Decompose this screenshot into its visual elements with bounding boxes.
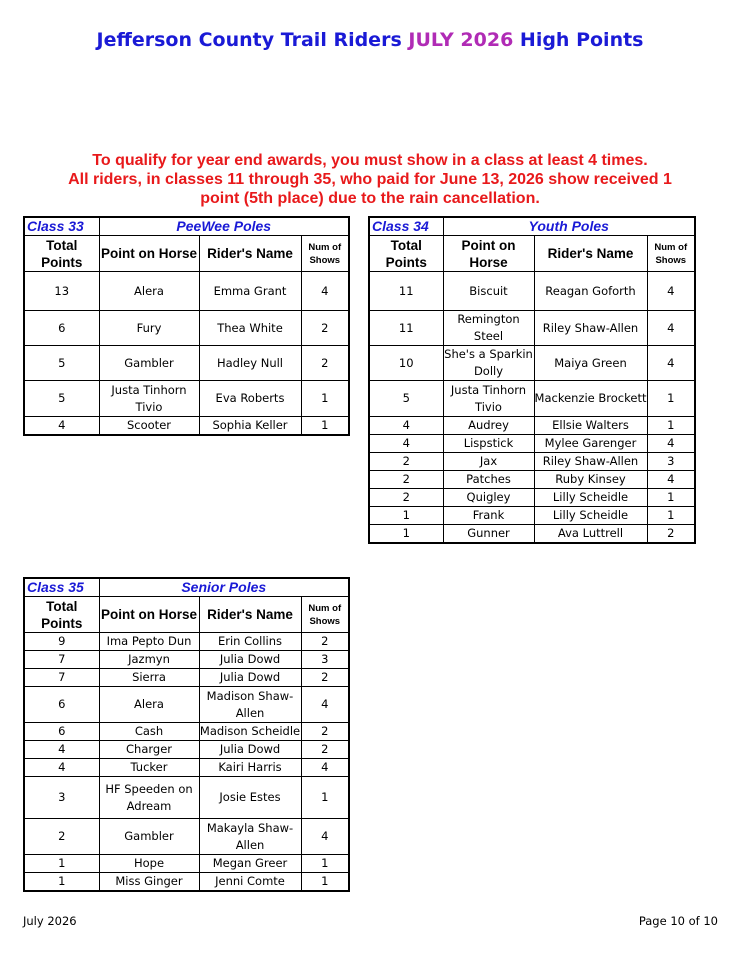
rider-name-cell: Emma Grant [199, 272, 301, 311]
rider-name-cell: Eva Roberts [199, 381, 301, 417]
horse-name-cell: HF Speeden on Adream [99, 777, 199, 819]
table-row [369, 381, 695, 417]
horse-name-cell: Quigley [443, 489, 534, 507]
rider-name-cell: Madison Shaw-Allen [199, 687, 301, 723]
rider-name-cell: Megan Greer [199, 855, 301, 873]
num-shows-cell: 4 [647, 435, 695, 453]
total-points-cell: 5 [24, 346, 99, 381]
total-points-cell: 5 [24, 381, 99, 417]
num-shows-cell: 1 [647, 507, 695, 525]
footer-page-number: Page 10 of 10 [638, 914, 718, 928]
horse-name-cell: Ima Pepto Dun [99, 633, 199, 651]
rider-name-cell: Jenni Comte [199, 873, 301, 892]
table-row [24, 819, 349, 855]
horse-name-cell: Justa Tinhorn Tivio [443, 381, 534, 417]
total-points-cell: 1 [369, 507, 443, 525]
table-row [24, 873, 349, 892]
num-shows-cell: 3 [301, 651, 349, 669]
table-row [24, 272, 349, 311]
rider-name-cell: Kairi Harris [199, 759, 301, 777]
rider-name-cell: Mackenzie Brockett [534, 381, 647, 417]
total-points-cell: 7 [24, 651, 99, 669]
num-shows-cell: 2 [301, 669, 349, 687]
table-row [369, 525, 695, 544]
num-shows-cell: 4 [647, 471, 695, 489]
rider-name-cell: Ruby Kinsey [534, 471, 647, 489]
table-row [369, 471, 695, 489]
footer-date: July 2026 [23, 914, 77, 928]
total-points-cell: 4 [24, 417, 99, 436]
horse-name-cell: Gambler [99, 346, 199, 381]
table-row [369, 311, 695, 346]
title-month: JULY 2026 [408, 29, 514, 51]
total-points-cell: 11 [369, 311, 443, 346]
header-point-on-horse: Point on Horse [99, 236, 199, 272]
num-shows-cell: 1 [301, 381, 349, 417]
horse-name-cell: Jazmyn [99, 651, 199, 669]
horse-name-cell: Cash [99, 723, 199, 741]
total-points-cell: 11 [369, 272, 443, 311]
horse-name-cell: Tucker [99, 759, 199, 777]
table-row [24, 855, 349, 873]
num-shows-cell: 1 [301, 417, 349, 436]
class-label: Class 33 [24, 217, 99, 236]
horse-name-cell: Gambler [99, 819, 199, 855]
num-shows-cell: 4 [647, 311, 695, 346]
rider-name-cell: Hadley Null [199, 346, 301, 381]
num-shows-cell: 4 [301, 819, 349, 855]
horse-name-cell: Biscuit [443, 272, 534, 311]
total-points-cell: 2 [369, 489, 443, 507]
total-points-cell: 2 [369, 453, 443, 471]
page-title [0, 29, 740, 51]
header-riders-name: Rider's Name [199, 597, 301, 633]
horse-name-cell: Fury [99, 311, 199, 346]
rider-name-cell: Josie Estes [199, 777, 301, 819]
rider-name-cell: Riley Shaw-Allen [534, 453, 647, 471]
class-34-table [368, 216, 696, 544]
horse-name-cell: Sierra [99, 669, 199, 687]
table-row [24, 687, 349, 723]
header-point-on-horse: Point on Horse [443, 236, 534, 272]
num-shows-cell: 2 [301, 346, 349, 381]
horse-name-cell: Justa Tinhorn Tivio [99, 381, 199, 417]
header-total-points: Total Points [24, 597, 99, 633]
header-num-of-shows: Num of Shows [301, 597, 349, 633]
num-shows-cell: 2 [301, 741, 349, 759]
rider-name-cell: Lilly Scheidle [534, 507, 647, 525]
total-points-cell: 7 [24, 669, 99, 687]
horse-name-cell: Remington Steel [443, 311, 534, 346]
rider-name-cell: Julia Dowd [199, 651, 301, 669]
total-points-cell: 6 [24, 311, 99, 346]
horse-name-cell: Patches [443, 471, 534, 489]
total-points-cell: 4 [24, 759, 99, 777]
table-row [24, 723, 349, 741]
class-label: Class 35 [24, 578, 99, 597]
table-row [24, 741, 349, 759]
header-total-points: Total Points [369, 236, 443, 272]
num-shows-cell: 1 [647, 489, 695, 507]
rider-name-cell: Julia Dowd [199, 669, 301, 687]
table-row [369, 417, 695, 435]
rider-name-cell: Ava Luttrell [534, 525, 647, 544]
table-row [24, 311, 349, 346]
horse-name-cell: Frank [443, 507, 534, 525]
horse-name-cell: Hope [99, 855, 199, 873]
num-shows-cell: 4 [647, 272, 695, 311]
horse-name-cell: Alera [99, 687, 199, 723]
total-points-cell: 1 [24, 855, 99, 873]
num-shows-cell: 4 [301, 272, 349, 311]
horse-name-cell: Charger [99, 741, 199, 759]
num-shows-cell: 2 [301, 633, 349, 651]
total-points-cell: 4 [24, 741, 99, 759]
total-points-cell: 5 [369, 381, 443, 417]
horse-name-cell: She's a Sparkin Dolly [443, 346, 534, 381]
class-label: Class 34 [369, 217, 443, 236]
title-prefix: Jefferson County Trail Riders [96, 29, 402, 51]
rider-name-cell: Julia Dowd [199, 741, 301, 759]
rider-name-cell: Ellsie Walters [534, 417, 647, 435]
total-points-cell: 4 [369, 417, 443, 435]
total-points-cell: 6 [24, 723, 99, 741]
horse-name-cell: Jax [443, 453, 534, 471]
horse-name-cell: Scooter [99, 417, 199, 436]
total-points-cell: 10 [369, 346, 443, 381]
class-title: PeeWee Poles [99, 217, 349, 236]
total-points-cell: 6 [24, 687, 99, 723]
total-points-cell: 2 [24, 819, 99, 855]
horse-name-cell: Lispstick [443, 435, 534, 453]
header-total-points: Total Points [24, 236, 99, 272]
table-row [369, 489, 695, 507]
total-points-cell: 3 [24, 777, 99, 819]
class-33-table [23, 216, 350, 436]
qualification-notice [0, 151, 740, 208]
table-row [369, 507, 695, 525]
table-row [24, 381, 349, 417]
total-points-cell: 2 [369, 471, 443, 489]
class-35-table [23, 577, 350, 892]
num-shows-cell: 2 [301, 723, 349, 741]
num-shows-cell: 2 [647, 525, 695, 544]
rider-name-cell: Maiya Green [534, 346, 647, 381]
total-points-cell: 13 [24, 272, 99, 311]
table-row [24, 777, 349, 819]
notice-line: All riders, in classes 11 through 35, who paid for June 13, 2026 show received 1 [68, 171, 672, 188]
title-suffix: High Points [519, 29, 644, 51]
rider-name-cell: Erin Collins [199, 633, 301, 651]
num-shows-cell: 3 [647, 453, 695, 471]
notice-line: To qualify for year end awards, you must show in a class at least 4 times. [92, 152, 648, 169]
class-title: Youth Poles [443, 217, 695, 236]
horse-name-cell: Audrey [443, 417, 534, 435]
num-shows-cell: 4 [301, 687, 349, 723]
total-points-cell: 4 [369, 435, 443, 453]
num-shows-cell: 1 [301, 873, 349, 892]
num-shows-cell: 1 [301, 855, 349, 873]
header-num-of-shows: Num of Shows [647, 236, 695, 272]
rider-name-cell: Sophia Keller [199, 417, 301, 436]
table-row [24, 759, 349, 777]
num-shows-cell: 4 [647, 346, 695, 381]
horse-name-cell: Miss Ginger [99, 873, 199, 892]
table-row [369, 272, 695, 311]
table-row [369, 453, 695, 471]
horse-name-cell: Alera [99, 272, 199, 311]
total-points-cell: 9 [24, 633, 99, 651]
table-row [24, 651, 349, 669]
table-row [24, 417, 349, 436]
table-row [24, 346, 349, 381]
header-riders-name: Rider's Name [534, 236, 647, 272]
header-riders-name: Rider's Name [199, 236, 301, 272]
table-row [369, 346, 695, 381]
table-row [369, 435, 695, 453]
num-shows-cell: 2 [301, 311, 349, 346]
table-row [24, 633, 349, 651]
class-title: Senior Poles [99, 578, 349, 597]
num-shows-cell: 1 [647, 417, 695, 435]
rider-name-cell: Mylee Garenger [534, 435, 647, 453]
header-point-on-horse: Point on Horse [99, 597, 199, 633]
rider-name-cell: Madison Scheidle [199, 723, 301, 741]
rider-name-cell: Thea White [199, 311, 301, 346]
total-points-cell: 1 [369, 525, 443, 544]
rider-name-cell: Reagan Goforth [534, 272, 647, 311]
rider-name-cell: Makayla Shaw-Allen [199, 819, 301, 855]
total-points-cell: 1 [24, 873, 99, 892]
num-shows-cell: 1 [301, 777, 349, 819]
table-row [24, 669, 349, 687]
horse-name-cell: Gunner [443, 525, 534, 544]
num-shows-cell: 1 [647, 381, 695, 417]
rider-name-cell: Lilly Scheidle [534, 489, 647, 507]
notice-line: point (5th place) due to the rain cancellation. [200, 190, 540, 207]
num-shows-cell: 4 [301, 759, 349, 777]
rider-name-cell: Riley Shaw-Allen [534, 311, 647, 346]
header-num-of-shows: Num of Shows [301, 236, 349, 272]
